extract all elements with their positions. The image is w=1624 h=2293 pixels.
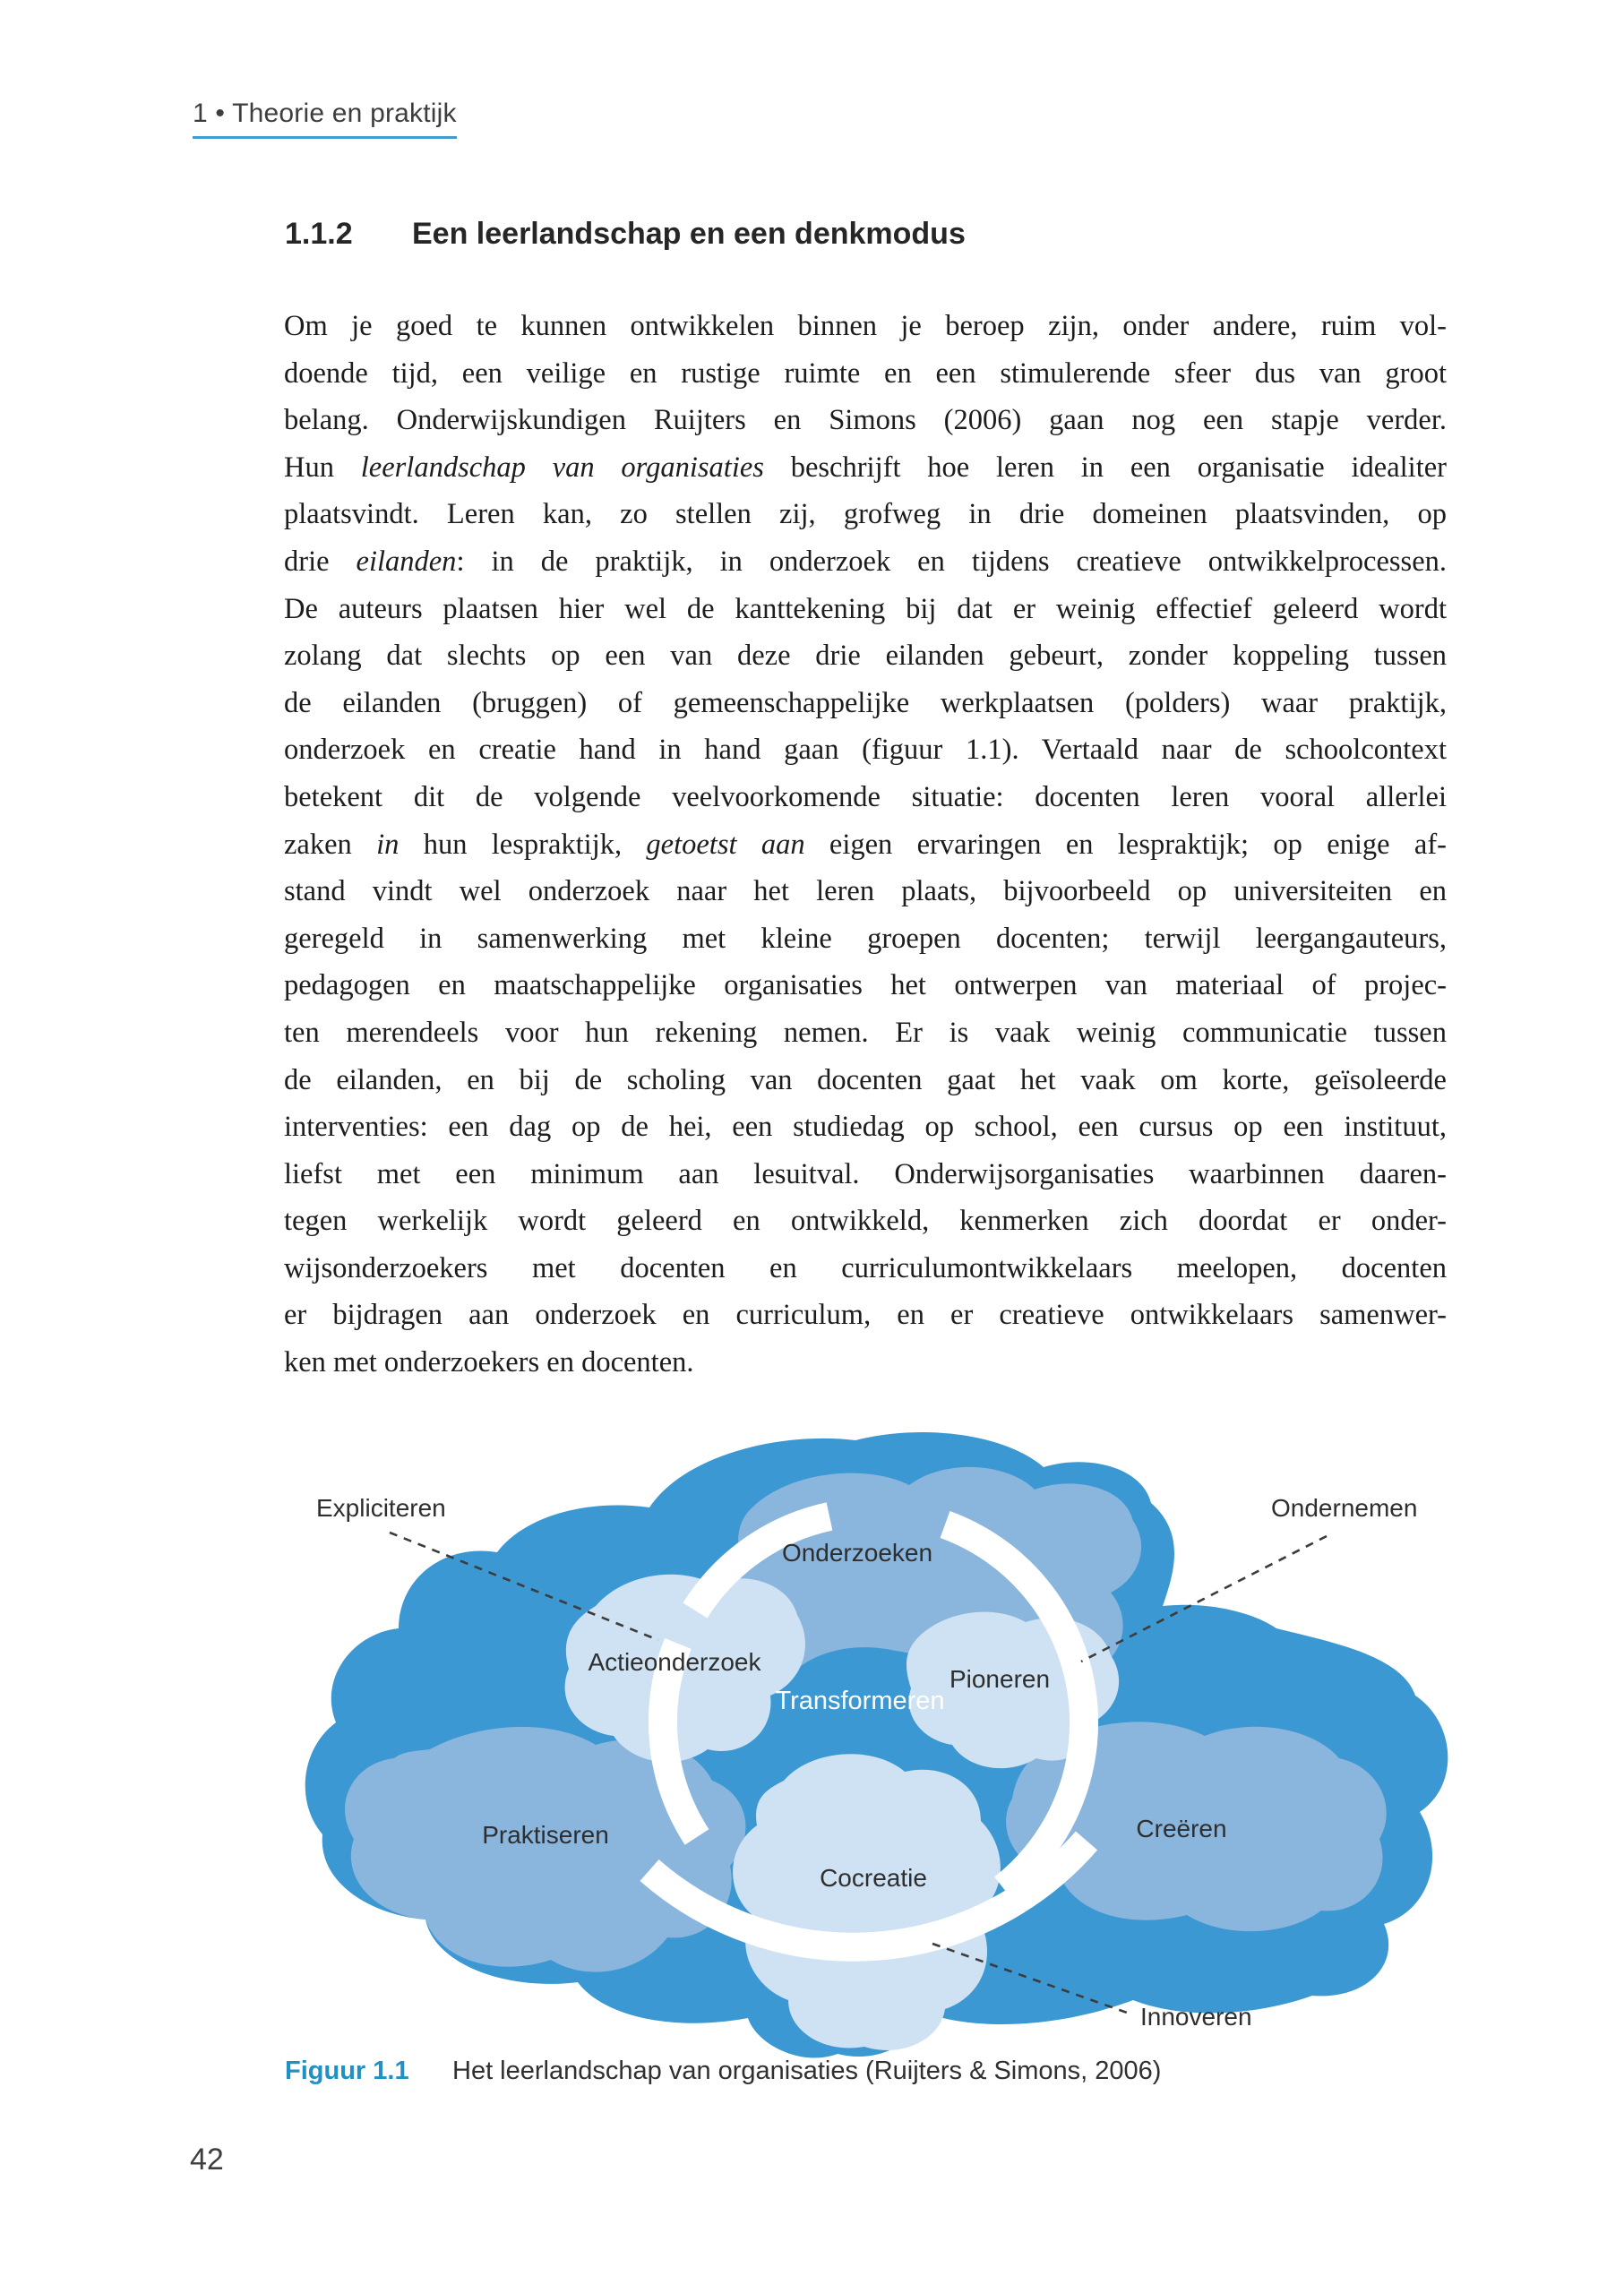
paragraph-line: pedagogen en maatschappelijke organisaties het ontwerpen van materiaal of projec- [284,969,1447,1002]
figure-caption-label: Figuur 1.1 [285,2057,409,2085]
running-header: 1 • Theorie en praktijk [193,99,457,139]
figure-leerlandschap [300,1427,1465,2065]
paragraph-line: tegen werkelijk wordt geleerd en ontwikkeld, kenmerken zich doordat er onder- [284,1205,1447,1238]
paragraph-line: doende tijd, een veilige en rustige ruimte en een stimulerende sfeer dus van groot [284,356,1447,390]
paragraph-line: De auteurs plaatsen hier wel de kanttekening bij dat er weinig effectief geleerd wordt [284,592,1447,625]
label-expliciteren: Expliciteren [316,1494,446,1522]
paragraph-line: geregeld in samenwerking met kleine groepen docenten; terwijl leergangauteurs, [284,922,1447,955]
leerlandschap-diagram [300,1427,1465,2065]
label-innoveren: Innoveren [1140,2003,1252,2031]
paragraph-line: de eilanden (bruggen) of gemeenschappelijke werkplaatsen (polders) waar praktijk, [284,686,1447,719]
paragraph-line: ten merendeels voor hun rekening nemen. Er is vaak weinig communicatie tussen [284,1016,1447,1049]
body-paragraph [284,303,1447,1387]
section-title: Een leerlandschap en een denkmodus [412,217,966,251]
paragraph-line: onderzoek en creatie hand in hand gaan (figuur 1.1). Vertaald naar de schoolcontext [284,734,1447,767]
paragraph-line: zolang dat slechts op een van deze drie eilanden gebeurt, zonder koppeling tussen [284,640,1447,673]
paragraph-line: ken met onderzoekers en docenten. [284,1346,694,1379]
label-pioneren: Pioneren [949,1665,1051,1693]
label-cocreatie: Cocreatie [820,1864,927,1892]
label-actieonderzoek: Actieonderzoek [588,1648,761,1676]
paragraph-line: liefst met een minimum aan lesuitval. Onderwijsorganisaties waarbinnen daaren- [284,1157,1447,1190]
paragraph-line: plaatsvindt. Leren kan, zo stellen zij, grofweg in drie domeinen plaatsvinden, op [284,498,1447,531]
section-number: 1.1.2 [285,217,353,251]
paragraph-line: Hun leerlandschap van organisaties beschrijft hoe leren in een organisatie idealiter [284,451,1447,484]
paragraph-line: wijsonderzoekers met docenten en curriculumontwikkelaars meelopen, docenten [284,1251,1447,1284]
paragraph-line: Om je goed te kunnen ontwikkelen binnen je beroep zijn, onder andere, ruim vol- [284,310,1447,342]
paragraph-line: de eilanden, en bij de scholing van docenten gaat het vaak om korte, geïsoleerde [284,1063,1447,1096]
label-onderzoeken: Onderzoeken [781,1539,933,1567]
label-praktiseren: Praktiseren [482,1821,609,1849]
paragraph-line: interventies: een dag op de hei, een studiedag op school, een cursus op een instituut, [284,1111,1447,1144]
figure-caption-text: Het leerlandschap van organisaties (Ruijters & Simons, 2006) [452,2057,1162,2085]
paragraph-line: stand vindt wel onderzoek naar het leren plaats, bijvoorbeeld op universiteiten en [284,875,1447,908]
island-praktiseren [345,1727,745,1972]
paragraph-line: belang. Onderwijskundigen Ruijters en Simons (2006) gaan nog een stapje verder. [284,404,1447,437]
paragraph-line: drie eilanden: in de praktijk, in onderzoek en tijdens creatieve ontwikkelprocessen. [284,545,1447,578]
page-number: 42 [190,2143,224,2177]
label-transformeren: Transformeren [775,1687,945,1715]
paragraph-line: betekent dit de volgende veelvoorkomende situatie: docenten leren vooral allerlei [284,780,1447,813]
paragraph-line: er bijdragen aan onderzoek en curriculum, en er creatieve ontwikkelaars samenwer- [284,1299,1447,1332]
label-ondernemen: Ondernemen [1271,1494,1418,1522]
label-creeren: Creëren [1136,1815,1227,1842]
paragraph-line: zaken in hun lespraktijk, getoetst aan eigen ervaringen en lespraktijk; op enige af- [284,828,1447,861]
